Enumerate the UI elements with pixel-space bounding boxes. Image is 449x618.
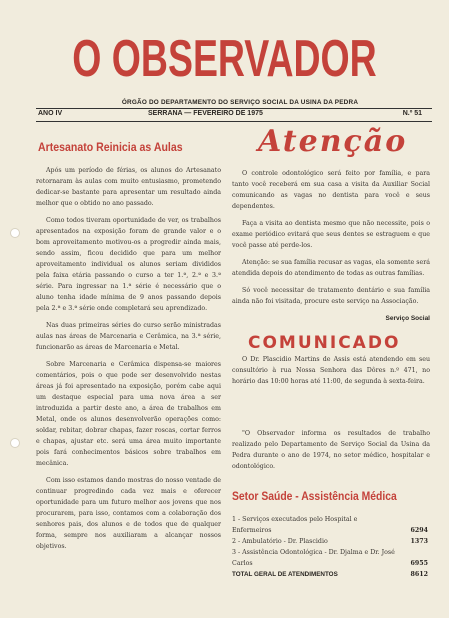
article-paragraph: Com isso estamos dando mostras do nosso ventade de continuar progredindo cada vez mais e oferecer oportunidade para um futuro melhor aos jovens que nos procurarem, para isso, contamos com a colaboração dos senhores pais, dos alunos e de todos que de qualquer forma, sempre nos auxiliaram a alcançar nossos objetivos. [36, 477, 221, 550]
stats-row-label: 2 - Ambulatório - Dr. Plascidio [232, 538, 328, 545]
comunicado-heading: COMUNICADO [248, 333, 401, 353]
stats-total-row [232, 569, 432, 580]
article-paragraph: O controle odontológico será feito por família, e para tanto você receberá em sua casa a visita da Auxiliar Social comunicando as vagas no dentista para você e seus dependentes. [232, 170, 430, 210]
stats-row [232, 536, 432, 547]
informe-article [232, 428, 430, 478]
divider-bottom [36, 121, 432, 122]
atencao-article [232, 168, 430, 324]
masthead-subtitle: ÓRGÃO DO DEPARTAMENTO DO SERVIÇO SOCIAL DA USINA DA PEDRA [121, 99, 359, 106]
article-paragraph: Atenção: se sua família recusar as vagas, ela somente será atendida depois do atendimento de todas as outras famílias. [232, 259, 430, 277]
stats-row-label: 3 - Assistência Odontológica - Dr. Djalma e Dr. José Carlos [232, 549, 395, 567]
binder-hole [10, 228, 20, 238]
masthead-title: O OBSERVADOR [72, 30, 377, 88]
health-stats-table [232, 514, 432, 580]
comunicado-article [232, 354, 430, 393]
article-paragraph: "O Observador informa os resultados de trabalho realizado pelo Departamento de Serviço Social da Usina da Pedra durante o ano de 1974, no setor médico, hospitalar e odontológico. [232, 430, 430, 470]
stats-row-value: 6955 [410, 560, 428, 567]
artesanato-heading: Artesanato Reinicia as Aulas [38, 140, 183, 154]
setor-saude-heading: Setor Saúde - Assistência Médica [232, 491, 397, 503]
article-paragraph: Após um período de férias, os alunos do Artesanato retornaram às aulas com muito entusiasmo, prometendo dedicar-se bastante para apresentar um resultado ainda melhor que o obtido no ano passado. [36, 167, 221, 207]
issue-info-bar [38, 110, 430, 120]
article-paragraph: O Dr. Plascidio Martins de Assis está atendendo em seu consultório à rua Nossa Senhora das Dôres n.º 471, no horário das 10:00 horas até 11:00, de segunda à sexta-feira. [232, 356, 430, 385]
stats-total-value: 8612 [410, 571, 428, 578]
article-paragraph: Sobre Marcenaria e Cerâmica dispensa-se maiores comentários, pois o que pode ser desenvolvido nestas áreas já foi apresentado na exposição, porém cabe aqui um destaque especial para uma nova área a ser introduzida a partir deste ano, a área de trabalhos em Metal, onde os alunos desenvolverão operações como: soldar, rebitar, dobrar chapas, fazer roscas, cortar ferros e chapas, ajustar etc. será uma área muito importante pois fará conhecimentos básicos sobre trabalhos em mecânica. [36, 361, 221, 467]
article-paragraph: Nas duas primeiras séries do curso serão ministradas aulas nas áreas de Marcenaria e Cerâmica, na 3.ª série, funcionarão as áreas de Marcenaria e Metal. [36, 322, 221, 351]
article-paragraph: Como todos tiveram oportunidade de ver, os trabalhos apresentados na exposição foram de grande valor e o bom aproveitamento motivou-os a progredir ainda mais, sendo assim, ficou decidido que para um melhor aproveitamento individual os alunos seriam divididos pela faixa etária passando o curso a ter 1.ª, 2.ª e 3.ª série. Para ingressar na 1.ª série é necessário que o aluno tenha idade mínima de 9 anos passando depois pela 2.ª e 3.ª série onde completará seu aprendizado. [36, 217, 221, 312]
article-paragraph: Só você necessitar de tratamento dentário e sua família ainda não foi visitada, procure este serviço na Associação. [232, 287, 430, 305]
stats-row [232, 514, 432, 536]
atencao-signature: Serviço Social [385, 315, 430, 322]
atencao-heading: Atenção [258, 124, 408, 159]
stats-row-value: 6294 [410, 527, 428, 534]
artesanato-article [36, 165, 221, 558]
stats-row-label: 1 - Serviços executados pelo Hospital e Enfermeiros [232, 516, 358, 534]
issue-year: ANO IV [38, 110, 63, 117]
stats-total-label: TOTAL GERAL DE ATENDIMENTOS [232, 571, 338, 578]
binder-hole [10, 438, 20, 448]
stats-row [232, 547, 432, 569]
divider-top [36, 108, 432, 109]
issue-number: N.º 51 [402, 110, 422, 117]
issue-location-date: SERRANA — FEVEREIRO DE 1975 [148, 110, 263, 117]
article-paragraph: Faça a visita ao dentista mesmo que não necessite, pois o exame periódico evitará que seus dentes se estraguem e que você passe até perde-los. [232, 220, 430, 249]
stats-row-value: 1373 [410, 538, 428, 545]
